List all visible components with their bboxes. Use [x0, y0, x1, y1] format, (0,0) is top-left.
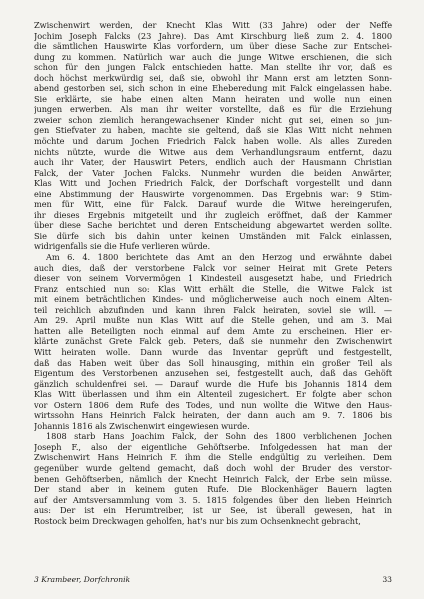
text-line: Der stand aber in keinem guten Rufe. Die Blockenhäger Bauern lagten: [34, 484, 392, 495]
text-line: Johannis 1816 als Zwischenwirt eingewiesen wurde.: [34, 420, 250, 431]
text-line: auch ihr Vater, der Hauswirt Peters, endlich auch der Hausmann Christian: [34, 157, 392, 168]
text-line: Klas Witt und Jochen Friedrich Falck, der Dorfschaft vorgestellt und dann: [34, 178, 392, 189]
text-line: klärte zunächst Grete Falck geb. Peters, daß sie nunmehr den Zwischenwirt: [34, 336, 392, 347]
text-line: Sie erklärte, sie habe einen alten Mann heiraten und wolle nun einen: [34, 93, 392, 104]
text-line: Am 29. April mußte nun Klas Witt auf die Stelle gehen, und am 3. Mai: [34, 315, 392, 326]
text-line: schon für den jungen Falck entschieden hatte. Man stellte ihr vor, daß es: [34, 62, 392, 73]
text-line: hatten alle Beteiligten noch einmal auf dem Amte zu erscheinen. Hier er-: [34, 325, 392, 336]
text-line: Jochim Joseph Falcks (23 Jahre). Das Amt Kirschburg ließ zum 2. 4. 1800: [34, 30, 392, 41]
text-line: zweier schon ziemlich herangewachsener Kinder nicht gut sei, einen so jun-: [34, 114, 392, 125]
text-line: gen Stiefvater zu haben, machte sie geltend, daß sie Klas Witt nicht nehmen: [34, 125, 392, 136]
text-line: Zwischenwirt Hans Heinrich F. ihm die Stelle endgültig zu verleihen. Dem: [34, 452, 392, 463]
text-line: gegenüber wurde geltend gemacht, daß doch wohl der Bruder des verstor-: [34, 462, 392, 473]
text-line: widrigenfalls sie die Hufe verlieren würde.: [34, 241, 211, 252]
text-line: abend gestorben sei, sich schon in eine Eheberedung mit Falck eingelassen habe.: [34, 83, 392, 94]
text-line: vor Ostern 1806 dem Rufe des Todes, und nun wollte die Witwe den Haus-: [34, 399, 392, 410]
body-text: [34, 20, 392, 526]
text-line: Zwischenwirt werden, der Knecht Klas Witt (33 Jahre) oder der Neffe: [34, 20, 392, 30]
text-line: Klas Witt überlassen und ihm ein Altenteil zugesichert. Er folgte aber schon: [34, 389, 392, 400]
text-line: Falck, der Vater Jochen Falcks. Nunmehr wurden die beiden Anwärter,: [34, 167, 392, 178]
text-line: möchte und darum Jochen Friedrich Falck haben wolle. Als alles Zureden: [34, 136, 392, 147]
text-line: mit einem beträchtlichen Kindes- und möglicherweise auch noch einem Alten-: [34, 294, 392, 305]
text-line: Witt heiraten wolle. Dann wurde das Inventar geprüft und festgestellt,: [34, 346, 392, 357]
text-line: eine Abstimmung der Hauswirte vorgenommen. Das Ergebnis war: 9 Stim-: [34, 188, 392, 199]
text-line: dung zu kommen. Natürlich war auch die junge Witwe erschienen, die sich: [34, 51, 392, 62]
text-line: auf der Amtsversammlung vom 3. 5. 1815 folgendes über den lieben Heinrich: [34, 494, 392, 505]
text-line: Franz entschied nun so: Klas Witt erhält die Stelle, die Witwe Falck ist: [34, 283, 392, 294]
text-line: ihr dieses Ergebnis mitgeteilt und ihr zugleich eröffnet, daß der Kammer: [34, 209, 392, 220]
text-line: doch höchst merkwürdig sei, daß sie, obwohl ihr Mann erst am letzten Sonn-: [34, 72, 392, 83]
text-line: men für Witt, eine für Falck. Darauf wurde die Witwe hereingerufen,: [34, 199, 392, 210]
text-line: Sie dürfe sich bis dahin unter keinen Umständen mit Falck einlassen,: [34, 230, 392, 241]
text-line: wirtssohn Hans Heinrich Falck heiraten, der dann auch am 9. 7. 1806 bis: [34, 410, 392, 421]
text-line: jungen erwerben. Als man ihr weiter vorstellte, daß es für die Erziehung: [34, 104, 392, 115]
text-line: Am 6. 4. 1800 berichtete das Amt an den Herzog und erwähnte dabei: [46, 252, 392, 263]
text-line: nichts nützte, wurde die Witwe aus dem Verhandlungsraum entfernt, dazu: [34, 146, 392, 157]
text-line: auch dies, daß der verstorbene Falck vor seiner Heirat mit Grete Peters: [34, 262, 392, 273]
text-line: aus: Der ist ein Herumtreiber, ist ur See, ist überall gewesen, hat in: [34, 505, 392, 516]
text-line: 1808 starb Hans Joachim Falck, der Sohn des 1800 verblichenen Jochen: [46, 431, 392, 442]
text-line: Joseph F., also der eigentliche Gehöftserbe. Infolgedessen hat man der: [34, 441, 392, 452]
text-line: teil reichlich abzufinden und kann ihren Falck heiraten, soviel sie will. —: [34, 304, 392, 315]
footer-signature: 3 Krambeer, Dorfchronik: [34, 575, 131, 584]
text-line: benen Gehöftserben, nämlich der Knecht Heinrich Falck, der Erbe sein müsse.: [34, 473, 392, 484]
text-line: über diese Sache berichtet und deren Entscheidung abgewartet werden sollte.: [34, 220, 392, 231]
page-number: 33: [382, 575, 392, 584]
text-line: daß das Haben weit über das Soll hinausging, mithin ein großer Teil als: [34, 357, 392, 368]
text-line: Rostock beim Dreckwagen geholfen, hat's nur bis zum Ochsenknecht gebracht,: [34, 515, 361, 526]
text-line: gänzlich schuldenfrei sei. — Darauf wurde die Hufe bis Johannis 1814 dem: [34, 378, 392, 389]
text-line: dieser von seinem Vorvermögen 1 Kindesteil ausgesetzt habe, und Friedrich: [34, 273, 392, 284]
text-line: die sämtlichen Hauswirte Klas vorfordern, um über diese Sache zur Entschei-: [34, 41, 392, 52]
page-footer: [34, 574, 392, 586]
text-line: Eigentum des Verstorbenen anzusehen sei, festgestellt auch, daß das Gehöft: [34, 368, 392, 379]
